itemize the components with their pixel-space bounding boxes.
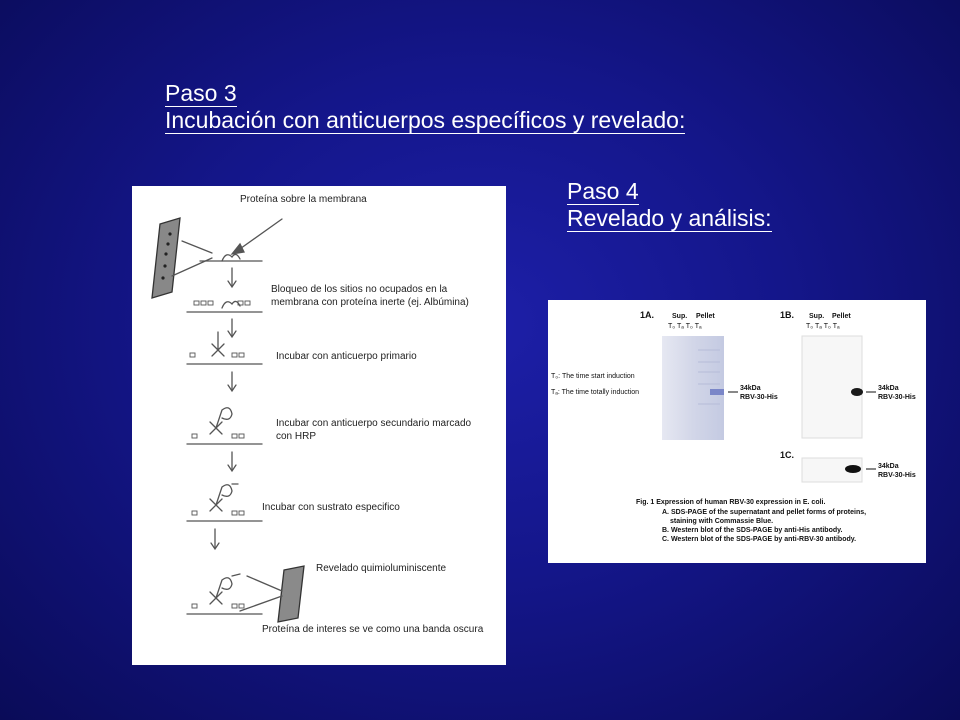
film-strip — [278, 566, 304, 622]
band-kda-1a: 34kDa — [740, 385, 761, 392]
gel-1a — [662, 336, 724, 440]
protein-on-membrane-label: Proteína sobre la membrana — [240, 194, 367, 205]
substrate-label: Incubar con sustrato especifico — [262, 502, 400, 513]
step3-title: Paso 3 — [165, 80, 237, 106]
pellet-label-1b: Pellet — [832, 313, 851, 320]
step4-subtitle: Revelado y análisis: — [567, 205, 772, 231]
step4-heading — [567, 178, 772, 232]
expression-figure — [548, 300, 926, 563]
step4-title: Paso 4 — [567, 178, 639, 204]
band-name-1c: RBV-30-His — [878, 472, 916, 479]
blocking-label: Bloqueo de los sitios no ocupados en la membrana con proteína inerte (ej. Albúmina) — [271, 284, 469, 308]
sup-label-1b: Sup. — [809, 313, 825, 320]
panel-1a-label: 1A. — [640, 310, 655, 320]
band-name-1b: RBV-30-His — [878, 394, 916, 401]
band-kda-1b: 34kDa — [878, 385, 899, 392]
legend-ta: Tₐ: The time totally induction — [551, 389, 640, 396]
band-1b — [851, 388, 863, 396]
step3-heading — [165, 80, 685, 134]
primary-antibody-label: Incubar con anticuerpo primario — [276, 351, 417, 362]
blot-1b — [802, 336, 862, 438]
lane-labels-1b: T₀ Tₐ T₀ Tₐ — [806, 323, 840, 330]
lane-labels-1a: T₀ Tₐ T₀ Tₐ — [668, 323, 702, 330]
panel-1c-label: 1C. — [780, 450, 795, 460]
band-1a — [710, 389, 724, 395]
legend-t0: T₀: The time start induction — [551, 373, 635, 380]
band-1c — [845, 465, 861, 473]
caption-c: C. Western blot of the SDS-PAGE by anti-RBV-30 antibody. — [662, 536, 857, 543]
caption-b: B. Western blot of the SDS-PAGE by anti-His antibody. — [662, 527, 843, 534]
caption-a-cont: staining with Commassie Blue. — [670, 518, 774, 525]
membrane-strip — [152, 218, 180, 298]
step3-subtitle: Incubación con anticuerpos específicos y revelado: — [165, 107, 686, 133]
result-label: Proteína de interes se ve como una banda oscura — [262, 624, 484, 635]
panel-1b-label: 1B. — [780, 310, 795, 320]
caption-title: Fig. 1 Expression of human RBV-30 expression in E. coli. — [636, 499, 826, 506]
sup-label-1a: Sup. — [672, 313, 688, 320]
secondary-antibody-label: Incubar con anticuerpo secundario marcado con HRP — [276, 418, 472, 442]
caption-a: A. SDS-PAGE of the supernatant and pellet forms of proteins, — [662, 509, 867, 516]
band-kda-1c: 34kDa — [878, 463, 899, 470]
band-name-1a: RBV-30-His — [740, 394, 778, 401]
chemiluminescence-label: Revelado quimioluminiscente — [316, 563, 447, 574]
pellet-label-1a: Pellet — [696, 313, 715, 320]
western-blot-diagram — [132, 186, 506, 665]
